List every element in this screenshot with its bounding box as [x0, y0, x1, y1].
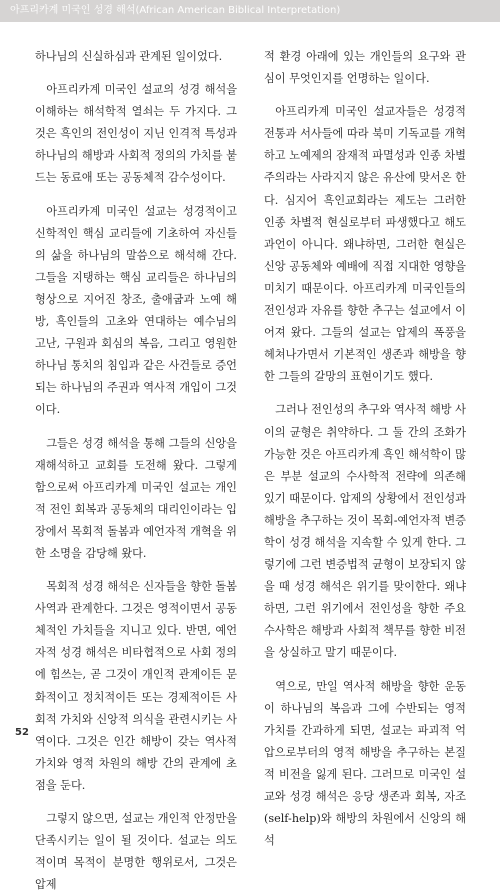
- paragraph: 아프리카계 미국인 설교의 성경 해석을 이해하는 해석학적 열쇠는 두 가지다. 그것은 흑인의 전인성이 지닌 인격적 특성과 하나님의 해방과 사회적 정의의 가치를 붙드는 동료애 또는 공동체적 감수성이다.: [35, 83, 237, 185]
- paragraph: 그들은 성경 해석을 통해 그들의 신앙을 재해석하고 교회를 도전해 왔다. 그렇게 함으로써 아프리카계 미국인 설교는 개인적 전인 회복과 공동체의 대리인이라는 입장에서 목회적 돌봄과 예언자적 개혁을 위한 소명을 감당해 왔다.: [35, 436, 237, 560]
- paragraph: 하나님의 신실하심과 관계된 일이었다.: [35, 50, 223, 63]
- paragraph: 목회적 성경 해석은 신자들을 향한 돌봄 사역과 관계한다. 그것은 영적이면서 공동체적인 가치들을 지니고 있다. 반면, 예언자적 성경 해석은 비타협적으로 사회 정의에 힘쓰는, 곧 그것이 개인적 관계이든 문화적이고 정치적이든 또는 경제적이든 사회적 가치와 신앙적 의식을 관련시키는 사역이다. 그것은 인간 해방이 갖는 역사적 가치와 영적 차원의 해방 간의 관계에 초점을 둔다.: [35, 580, 237, 792]
- paragraph: 역으로, 만일 역사적 해방을 향한 운동이 하나님의 복음과 그에 수반되는 영적 가치를 간과하게 되면, 설교는 파괴적 억압으로부터의 영적 해방을 추구하는 본질적 비전을 잃게 된다. 그러므로 미국인 설교와 성경 해석은 응당 생존과 회복, 자조(self-help)와 해방의 차원에서 신앙의 해석: [264, 679, 466, 848]
- paragraph: 그렇지 않으면, 설교는 개인적 안정만을 단족시키는 일이 될 것이다. 설교는 의도적이며 목적이 분명한 행위로서, 그것은 압제: [35, 812, 237, 892]
- paragraph: 아프리카계 미국인 설교자들은 성경적 전통과 서사들에 따라 북미 기독교를 개혁하고 노예제의 잠재적 파멸성과 인종 차별주의라는 사라지지 않은 유산에 맞서온 한다. 심지어 흑인교회라는 제도는 그러한 인종 차별적 현실로부터 파생했다고 해도 과언이 아니다. 왜냐하면, 그러한 현실은 신앙 공동체와 예배에 직접 지대한 영향을 미치기 때문이다. 아프리카계 미국인들의 전인성과 자유를 향한 추구는 설교에서 이어져 왔다. 그들의 설교는 압제의 폭풍을 헤쳐나가면서 기본적인 생존과 해방을 향한 그들의 갈망의 표현이기도 했다.: [264, 105, 466, 384]
- running-header: [0, 0, 500, 22]
- page-number: 52: [15, 727, 29, 738]
- running-header-title: 아프리카계 미국인 성경 해석(African American Biblical Interpretation): [10, 5, 341, 16]
- right-column: [264, 46, 466, 852]
- paragraph: 그러나 전인성의 추구와 역사적 해방 사이의 균형은 취약하다. 그 둘 간의 조화가 가능한 것은 아프리카계 흑인 해석학이 많은 부분 설교의 수사학적 전략에 의존해 있기 때문이다. 압제의 상황에서 전인성과 해방을 추구하는 것이 목회-예언자적 변증학이 성경 해석을 지속할 수 있게 한다. 그렇기에 그런 변증법적 균형이 보장되지 않을 때 성경 해석은 위기를 맞이한다. 왜냐하면, 그런 위기에서 전인성을 향한 주요 수사학은 해방과 사회적 책무를 향한 비전을 상실하고 말기 때문이다.: [264, 403, 466, 660]
- paragraph: 적 환경 아래에 있는 개인들의 요구와 관심이 무엇인지를 언명하는 일이다.: [264, 50, 466, 86]
- paragraph: 아프리카계 미국인 설교는 성경적이고 신학적인 핵심 교리들에 기초하여 자신들의 삶을 하나님의 말씀으로 해석해 간다. 그들을 지탱하는 핵심 교리들은 하나님의 형상으로 지어진 창조, 출애굽과 노예 해방, 흑인들의 고초와 연대하는 예수님의 고난, 구원과 회심의 복음, 그리고 영원한 하나님 통치의 침입과 같은 사건들로 증언되는 하나님의 주권과 역사적 개입이 그것이다.: [35, 204, 237, 417]
- left-column: [35, 46, 237, 896]
